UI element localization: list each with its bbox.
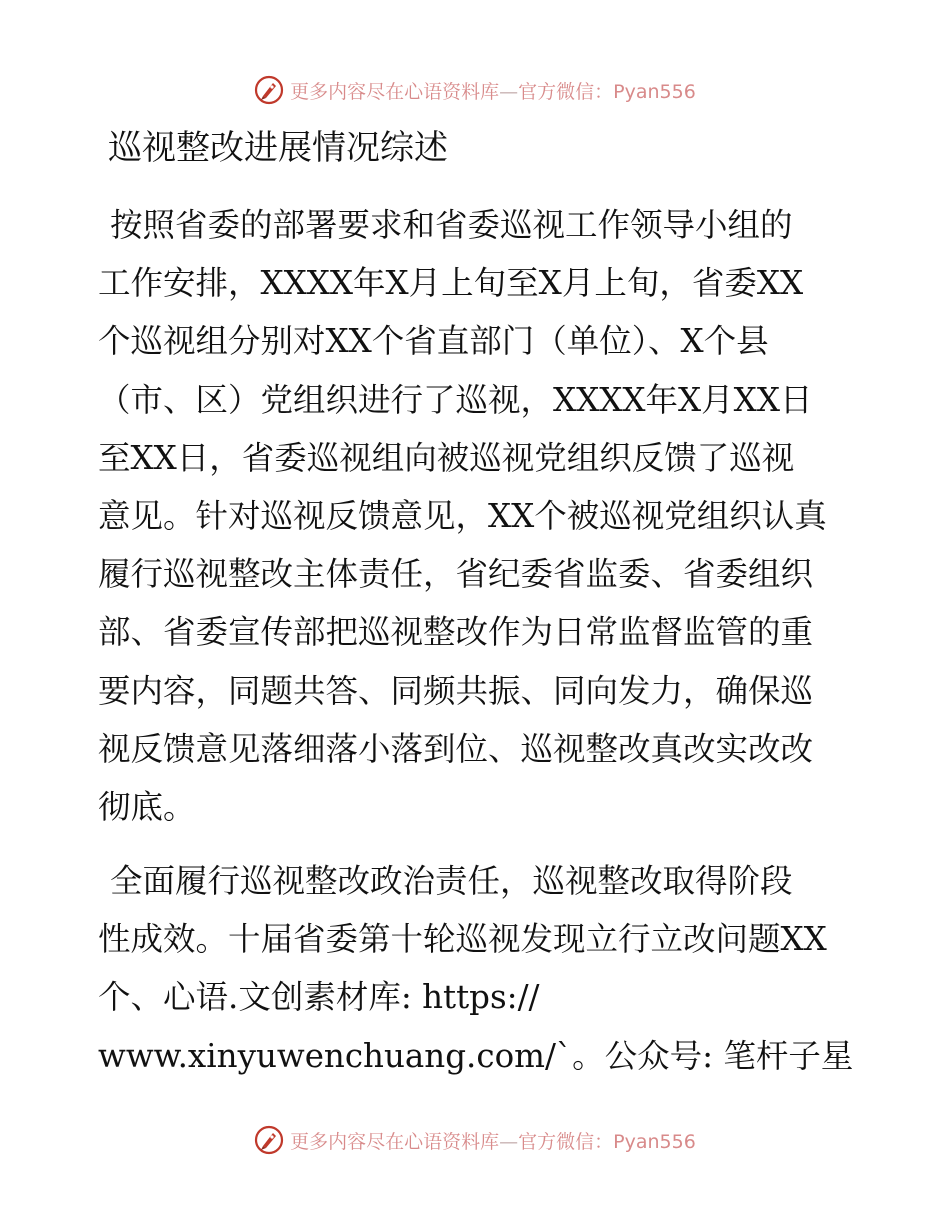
paragraph-line: 彻底。: [98, 787, 196, 826]
paragraph-line: 履行巡视整改主体责任，省纪委省监委、省委组织: [98, 555, 814, 594]
banner-suffix-text: 官方微信：Pyan556: [518, 80, 696, 103]
banner-text: [290, 1127, 696, 1154]
paragraph-line: 性成效。十届省委第十轮巡视发现立行立改问题XX: [98, 920, 827, 959]
paragraph-line: （市、区）党组织进行了巡视，XXXX年X月XX日: [98, 380, 813, 419]
pen-nib-logo-icon: [254, 1125, 284, 1155]
banner-separator: —: [499, 80, 519, 103]
banner-main-text: 更多内容尽在心语资料库: [290, 1130, 500, 1153]
paragraph-line: 部、省委宣传部把巡视整改作为日常监督监管的重: [98, 613, 814, 652]
document-title: 巡视整改进展情况综述: [108, 128, 448, 168]
paragraph-line: 个巡视组分别对XX个省直部门（单位）、X个县: [98, 322, 769, 361]
paragraph-line: 要内容，同题共答、同频共振、同向发力，确保巡: [98, 671, 814, 710]
paragraph-2: [98, 852, 868, 1085]
banner-separator: —: [499, 1130, 519, 1153]
pen-nib-logo-icon: [254, 75, 284, 105]
paragraph-line: 全面履行巡视整改政治责任，巡视整改取得阶段: [110, 862, 793, 900]
paragraph-1: [98, 196, 868, 836]
header-banner: [0, 70, 950, 110]
paragraph-line: 意见。针对巡视反馈意见，XX个被巡视党组织认真: [98, 496, 827, 535]
paragraph-line: 按照省委的部署要求和省委巡视工作领导小组的: [110, 206, 793, 244]
paragraph-line: 工作安排，XXXX年X月上旬至X月上旬，省委XX: [98, 264, 804, 303]
paragraph-line: 视反馈意见落细落小落到位、巡视整改真改实改改: [98, 729, 814, 768]
footer-banner: [0, 1120, 950, 1160]
paragraph-line: www.xinyuwenchuang.com/`。公众号: 笔杆子星: [98, 1036, 854, 1075]
banner-suffix-text: 官方微信：Pyan556: [518, 1130, 696, 1153]
paragraph-line: 至XX日，省委巡视组向被巡视党组织反馈了巡视: [98, 438, 795, 477]
banner-main-text: 更多内容尽在心语资料库: [290, 80, 500, 103]
banner-text: [290, 77, 696, 104]
paragraph-line: 个、心语.文创素材库: https://: [98, 978, 540, 1017]
